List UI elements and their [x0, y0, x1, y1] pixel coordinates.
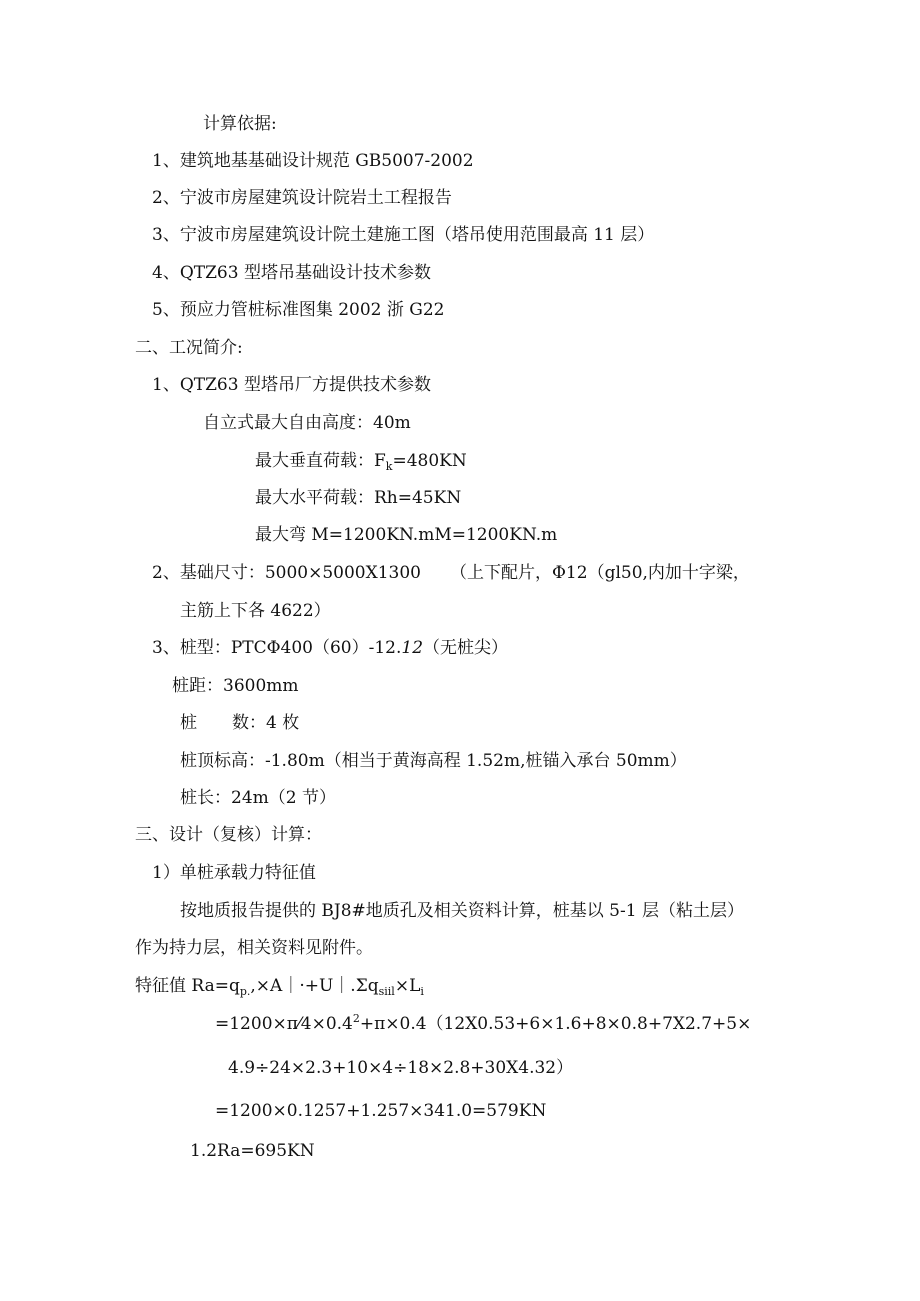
pile-top-elevation: 桩顶标高：-1.80m（相当于黄海高程 1.52m,桩锚入承台 50mm） — [180, 751, 687, 771]
equation-line-3: =1200×0.1257+1.257×341.0=579KN — [215, 1101, 547, 1121]
pile-count-value: 数：4 枚 — [232, 713, 300, 733]
calc-para-2: 作为持力层，相关资料见附件。 — [135, 938, 373, 958]
equation-line-2: 4.9÷24×2.3+10×4÷18×2.8+30X4.32） — [228, 1058, 574, 1078]
vertical-load-suffix: =480KN — [392, 451, 467, 471]
foundation-note-2: 主筋上下各 4622） — [180, 601, 331, 621]
eq1-b: +π×0.4（12X0.53+6×1.6+8×0.8+7X2.7+5× — [359, 1014, 752, 1034]
equation-line-1 — [215, 1013, 751, 1035]
vertical-load-prefix: 最大垂直荷载：F — [255, 451, 386, 471]
basis-item-4: 4、QTZ63 型塔吊基础设计技术参数 — [152, 263, 431, 283]
pile-count-label: 桩 — [180, 713, 197, 733]
formula-characteristic-value — [135, 975, 424, 997]
calc-heading: 三、设计（复核）计算： — [135, 825, 322, 845]
formula-a: 特征值 Ra=q — [135, 976, 240, 996]
pile-type-prefix: 3、桩型：PTCΦ400（60）-12. — [152, 638, 402, 658]
basis-heading: 计算依据: — [203, 114, 277, 134]
formula-c-sub: i — [420, 985, 424, 998]
basis-item-5: 5、预应力管桩标准图集 2002 浙 G22 — [152, 300, 445, 320]
eq1-a: =1200×π⁄4×0.4 — [215, 1014, 353, 1034]
pile-length: 桩长：24m（2 节） — [180, 788, 336, 808]
conditions-heading: 二、工况简介: — [135, 338, 243, 358]
basis-item-3: 3、宁波市房屋建筑设计院土建施工图（塔吊使用范围最高 11 层） — [152, 225, 655, 245]
foundation-note: （上下配片，Φ12（gl50,内加十字梁， — [450, 563, 750, 583]
basis-item-2: 2、宁波市房屋建筑设计院岩土工程报告 — [152, 188, 452, 208]
vertical-load-sub: k — [385, 460, 393, 473]
calc-para-1: 按地质报告提供的 BJ8#地质孔及相关资料计算，桩基以 5-1 层（粘土层） — [180, 901, 744, 921]
max-moment: 最大弯 M=1200KN.mM=1200KN.m — [255, 525, 558, 545]
pile-type — [152, 637, 508, 659]
equation-line-4: 1.2Ra=695KN — [190, 1141, 315, 1161]
formula-a-sub: p. — [239, 985, 251, 998]
basis-item-1: 1、建筑地基基础设计规范 GB5007-2002 — [152, 151, 474, 171]
vertical-load — [255, 450, 467, 472]
free-height: 自立式最大自由高度：40m — [203, 413, 411, 433]
eq1-sup: 2 — [352, 1012, 360, 1025]
formula-c: ×L — [394, 976, 421, 996]
conditions-item-1: 1、QTZ63 型塔吊厂方提供技术参数 — [152, 375, 431, 395]
pile-type-italic: 12 — [401, 638, 424, 658]
formula-b: ,×A｜·+U｜.Σq — [250, 976, 379, 996]
formula-b-sub: siil — [378, 985, 395, 998]
foundation-size: 2、基础尺寸：5000×5000X1300 — [152, 563, 421, 583]
horizontal-load: 最大水平荷载：Rh=45KN — [255, 488, 462, 508]
calc-item-1: 1）单桩承载力特征值 — [152, 863, 316, 883]
pile-type-suffix: （无桩尖） — [423, 638, 509, 658]
pile-spacing: 桩距：3600mm — [172, 676, 299, 696]
